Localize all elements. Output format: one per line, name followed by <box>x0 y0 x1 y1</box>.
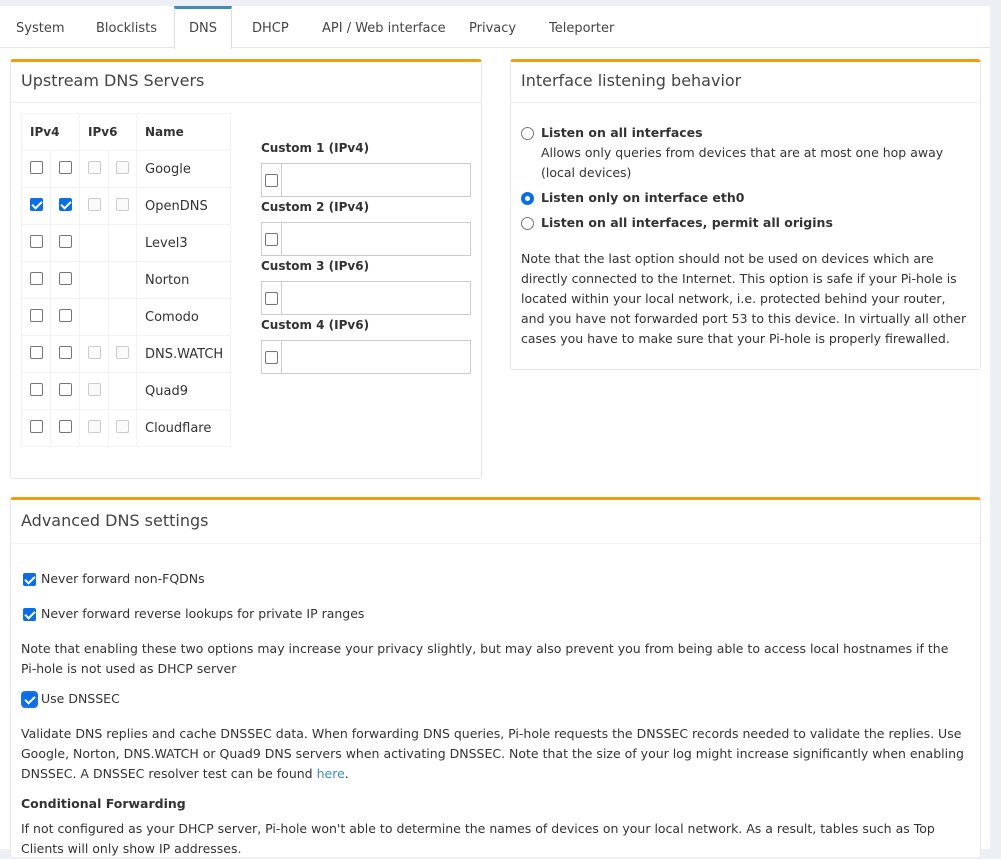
quad9-ipv6-1-checkbox[interactable] <box>88 383 101 396</box>
upstream-dns-box <box>10 59 482 479</box>
upstream-dns-title: Upstream DNS Servers <box>11 62 481 103</box>
server-name: Quad9 <box>137 373 231 410</box>
google-ipv4-1-checkbox[interactable] <box>30 161 43 174</box>
custom4-label: Custom 4 (IPv6) <box>261 318 370 332</box>
tab-dns[interactable]: DNS <box>174 6 232 49</box>
cloudflare-ipv4-1-checkbox[interactable] <box>30 420 43 433</box>
custom1-input[interactable] <box>282 164 470 196</box>
cloudflare-ipv6-1-checkbox[interactable] <box>88 420 101 433</box>
server-name: Level3 <box>137 225 231 262</box>
tab-privacy[interactable]: Privacy <box>469 21 517 36</box>
interface-title: Interface listening behavior <box>511 62 980 103</box>
comodo-ipv4-2-checkbox[interactable] <box>59 309 72 322</box>
table-row <box>22 151 231 188</box>
google-ipv6-1-checkbox[interactable] <box>88 161 101 174</box>
custom1-checkbox[interactable] <box>265 174 278 187</box>
dnssec-note-text: Validate DNS replies and cache DNSSEC data. When forwarding DNS queries, Pi-hole requests the DNSSEC records needed to validate the replies. Use Google, Norton, DNS.WATCH or Quad9 DNS servers when activating DNSSEC. Note that the size of your log might increase significantly when enabling DNSSEC. A DNSSEC resolver test can be found <box>21 726 964 781</box>
server-name: Cloudflare <box>137 410 231 447</box>
col-name-header: Name <box>137 114 231 151</box>
col-ipv6-header: IPv6 <box>80 114 137 151</box>
comodo-ipv4-1-checkbox[interactable] <box>30 309 43 322</box>
listen-eth0-radio[interactable] <box>521 192 534 205</box>
table-row <box>22 225 231 262</box>
server-name: Comodo <box>137 299 231 336</box>
table-row <box>22 188 231 225</box>
advanced-dns-box <box>10 497 981 857</box>
listen-all-radio[interactable] <box>521 127 534 140</box>
conditional-forwarding-title: Conditional Forwarding <box>21 796 186 811</box>
level3-ipv4-1-checkbox[interactable] <box>30 235 43 248</box>
dnswatch-ipv4-1-checkbox[interactable] <box>30 346 43 359</box>
fqdn-checkbox[interactable] <box>23 573 36 586</box>
dnswatch-ipv6-2-checkbox[interactable] <box>116 346 129 359</box>
cloudflare-ipv4-2-checkbox[interactable] <box>59 420 72 433</box>
dnswatch-ipv4-2-checkbox[interactable] <box>59 346 72 359</box>
google-ipv4-2-checkbox[interactable] <box>59 161 72 174</box>
dnssec-test-link[interactable]: here <box>316 766 345 781</box>
norton-ipv4-2-checkbox[interactable] <box>59 272 72 285</box>
server-name: DNS.WATCH <box>137 336 231 373</box>
tab-api-web-interface[interactable]: API / Web interface <box>322 21 446 36</box>
conditional-forwarding-text: If not configured as your DHCP server, Pi-hole won't able to determine the names of devices on your local network. As a result, tables such as Top Clients will only show IP addresses. <box>21 821 935 856</box>
tab-dhcp[interactable]: DHCP <box>252 21 289 36</box>
level3-ipv4-2-checkbox[interactable] <box>59 235 72 248</box>
dnssec-checkbox[interactable] <box>23 693 36 706</box>
tab-teleporter[interactable]: Teleporter <box>549 21 615 36</box>
listen-permit-label: Listen on all interfaces, permit all origins <box>541 215 833 230</box>
dnssec-label: Use DNSSEC <box>41 691 120 706</box>
custom3-checkbox[interactable] <box>265 292 278 305</box>
tab-system[interactable]: System <box>16 21 65 36</box>
custom4-input[interactable] <box>282 341 470 373</box>
server-name: Google <box>137 151 231 188</box>
dnssec-note <box>21 724 966 784</box>
custom2-input[interactable] <box>282 223 470 255</box>
table-row <box>22 373 231 410</box>
col-ipv4-header: IPv4 <box>22 114 80 151</box>
quad9-ipv4-1-checkbox[interactable] <box>30 383 43 396</box>
custom2-group <box>261 222 471 256</box>
server-name: OpenDNS <box>137 188 231 225</box>
interface-note: Note that the last option should not be used on devices which are directly connected to the Internet. This option is safe if your Pi-hole is located within your local network, i.e. protected behind your router, and you have not forwarded port 53 to this device. In virtually all other cases you have to make sure that your Pi-hole is properly firewalled. <box>521 251 967 346</box>
opendns-ipv6-1-checkbox[interactable] <box>88 198 101 211</box>
reverse-checkbox[interactable] <box>23 608 36 621</box>
listen-eth0-label: Listen only on interface eth0 <box>541 190 745 205</box>
interface-box <box>510 59 981 370</box>
forwarding-note: Note that enabling these two options may increase your privacy slightly, but may also prevent you from being able to access local hostnames if the Pi-hole is not used as DHCP server <box>21 641 949 676</box>
custom4-group <box>261 340 471 374</box>
custom2-checkbox[interactable] <box>265 233 278 246</box>
custom3-label: Custom 3 (IPv6) <box>261 259 370 273</box>
custom3-group <box>261 281 471 315</box>
table-row <box>22 336 231 373</box>
reverse-label: Never forward reverse lookups for private IP ranges <box>41 606 365 621</box>
server-name: Norton <box>137 262 231 299</box>
dnswatch-ipv6-1-checkbox[interactable] <box>88 346 101 359</box>
opendns-ipv4-1-checkbox[interactable] <box>30 198 43 211</box>
cloudflare-ipv6-2-checkbox[interactable] <box>116 420 129 433</box>
custom4-checkbox[interactable] <box>265 351 278 364</box>
tab-bar <box>0 6 990 48</box>
upstream-dns-table <box>21 113 231 447</box>
custom3-input[interactable] <box>282 282 470 314</box>
opendns-ipv6-2-checkbox[interactable] <box>116 198 129 211</box>
tab-blocklists[interactable]: Blocklists <box>96 21 158 36</box>
custom2-label: Custom 2 (IPv4) <box>261 200 370 214</box>
advanced-dns-title: Advanced DNS settings <box>11 500 980 544</box>
custom1-label: Custom 1 (IPv4) <box>261 141 370 155</box>
opendns-ipv4-2-checkbox[interactable] <box>59 198 72 211</box>
fqdn-label: Never forward non-FQDNs <box>41 571 205 586</box>
table-row <box>22 410 231 447</box>
listen-all-label: Listen on all interfaces <box>541 125 703 140</box>
listen-all-description: Allows only queries from devices that are at most one hop away (local devices) <box>541 145 944 180</box>
table-row <box>22 262 231 299</box>
dnssec-note-end: . <box>344 766 349 781</box>
table-row <box>22 299 231 336</box>
quad9-ipv4-2-checkbox[interactable] <box>59 383 72 396</box>
settings-panel <box>0 6 990 856</box>
custom1-group <box>261 163 471 197</box>
google-ipv6-2-checkbox[interactable] <box>116 161 129 174</box>
listen-permit-radio[interactable] <box>521 217 534 230</box>
norton-ipv4-1-checkbox[interactable] <box>30 272 43 285</box>
